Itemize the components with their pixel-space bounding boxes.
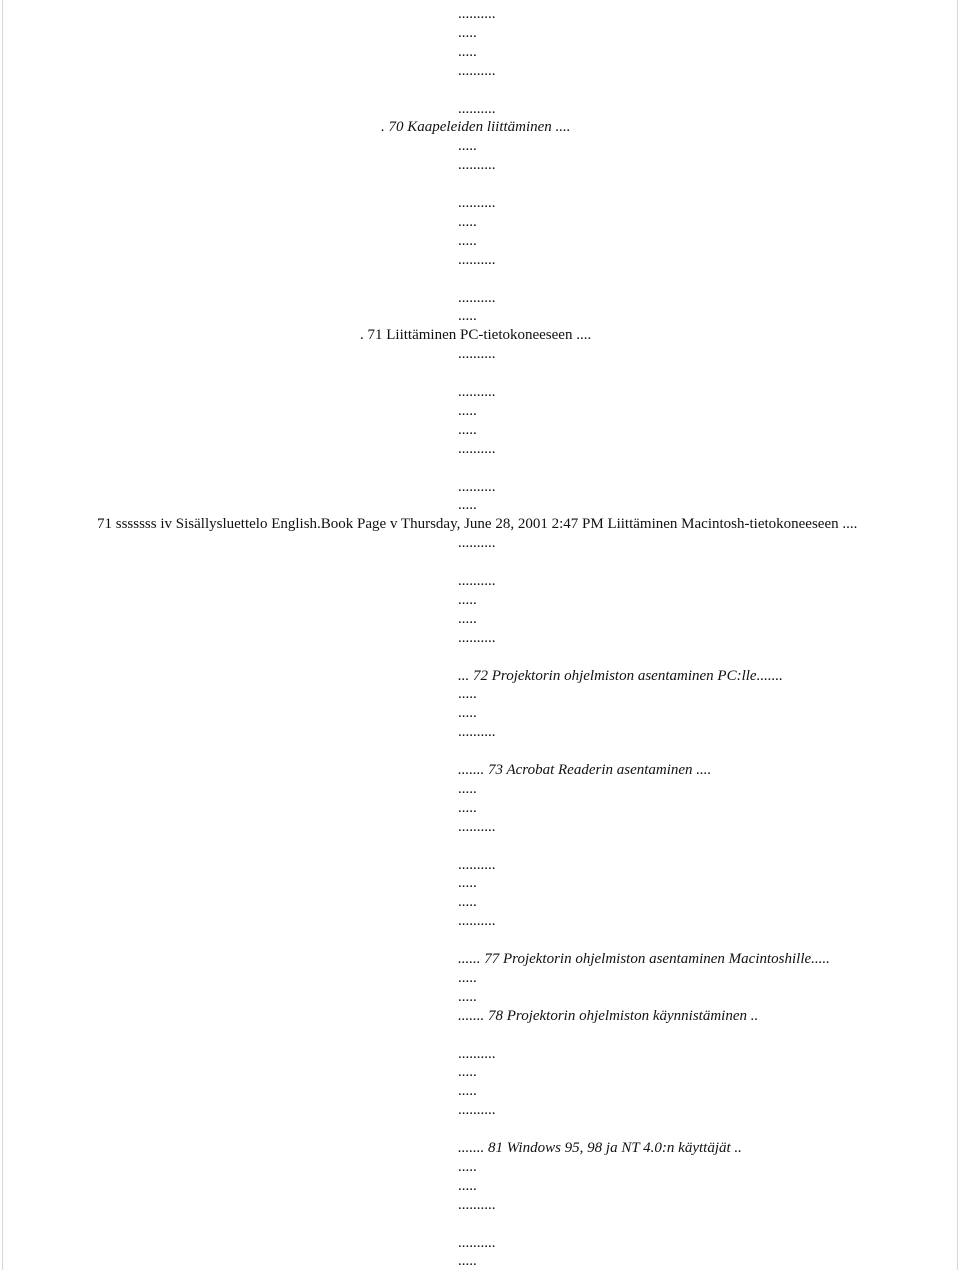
toc-line: ...... 77 Projektorin ohjelmiston asentaminen Macintoshille.....: [458, 951, 830, 967]
toc-line: ....... 81 Windows 95, 98 ja NT 4.0:n käyttäjät ..: [458, 1140, 742, 1156]
toc-line: ..........: [458, 6, 496, 22]
toc-line: ..........: [458, 440, 496, 457]
toc-line: .....: [458, 799, 477, 816]
toc-line: . 70 Kaapeleiden liittäminen ....: [381, 119, 571, 136]
toc-line: 71 sssssss iv Sisällysluettelo English.Book Page v Thursday, June 28, 2001 2:47 PM Liittäminen Macintosh-tietokoneeseen ....: [97, 516, 858, 533]
toc-line: ..........: [458, 478, 496, 495]
toc-line: ..........: [458, 289, 496, 306]
toc-line: ....... 73 Acrobat Readerin asentaminen ....: [458, 762, 712, 778]
toc-line: .....: [458, 894, 477, 911]
toc-line: ..........: [458, 62, 496, 79]
toc-line: ..........: [458, 251, 496, 268]
toc-line: .....: [458, 421, 477, 438]
toc-line: ..........: [458, 535, 496, 552]
toc-line: ..........: [458, 195, 496, 211]
toc-line: ..........: [458, 1102, 496, 1119]
toc-line: .....: [458, 969, 477, 986]
toc-line: . 71 Liittäminen PC-tietokoneeseen ....: [360, 327, 592, 344]
toc-line: .....: [458, 591, 477, 608]
toc-line: ..........: [458, 913, 496, 930]
toc-line: .....: [458, 1064, 477, 1081]
toc-line: .....: [458, 1083, 477, 1100]
toc-line: ..........: [458, 100, 496, 117]
toc-line: .....: [458, 780, 477, 797]
toc-line: .....: [458, 1177, 477, 1194]
toc-line: ..........: [458, 818, 496, 835]
toc-line: ..........: [458, 856, 496, 873]
toc-line: ..........: [458, 346, 496, 363]
toc-line: ..........: [458, 384, 496, 400]
toc-line: .....: [458, 988, 477, 1005]
toc-line: ....... 78 Projektorin ohjelmiston käynnistäminen ..: [458, 1007, 759, 1024]
toc-line: .....: [458, 686, 477, 703]
toc-line: ... 72 Projektorin ohjelmiston asentaminen PC:lle.......: [458, 667, 783, 684]
toc-line: .....: [458, 213, 477, 230]
toc-line: ..........: [458, 1196, 496, 1213]
toc-line: ..........: [458, 1234, 496, 1251]
toc-line: .....: [458, 1158, 477, 1175]
toc-line: ..........: [458, 629, 496, 646]
toc-line: .....: [458, 138, 477, 155]
toc-line: .....: [458, 308, 477, 325]
toc-line: ..........: [458, 157, 496, 174]
toc-line: .....: [458, 402, 477, 419]
toc-line: .....: [458, 497, 477, 514]
toc-line: ..........: [458, 573, 496, 589]
toc-line: .....: [458, 1253, 477, 1270]
toc-line: .....: [458, 232, 477, 249]
toc-line: .....: [458, 875, 477, 892]
toc-line: .....: [458, 705, 477, 722]
toc-line: ..........: [458, 724, 496, 741]
toc-line: .....: [458, 24, 477, 41]
toc-line: .....: [458, 610, 477, 627]
toc-line: .....: [458, 43, 477, 60]
toc-line: ..........: [458, 1045, 496, 1062]
